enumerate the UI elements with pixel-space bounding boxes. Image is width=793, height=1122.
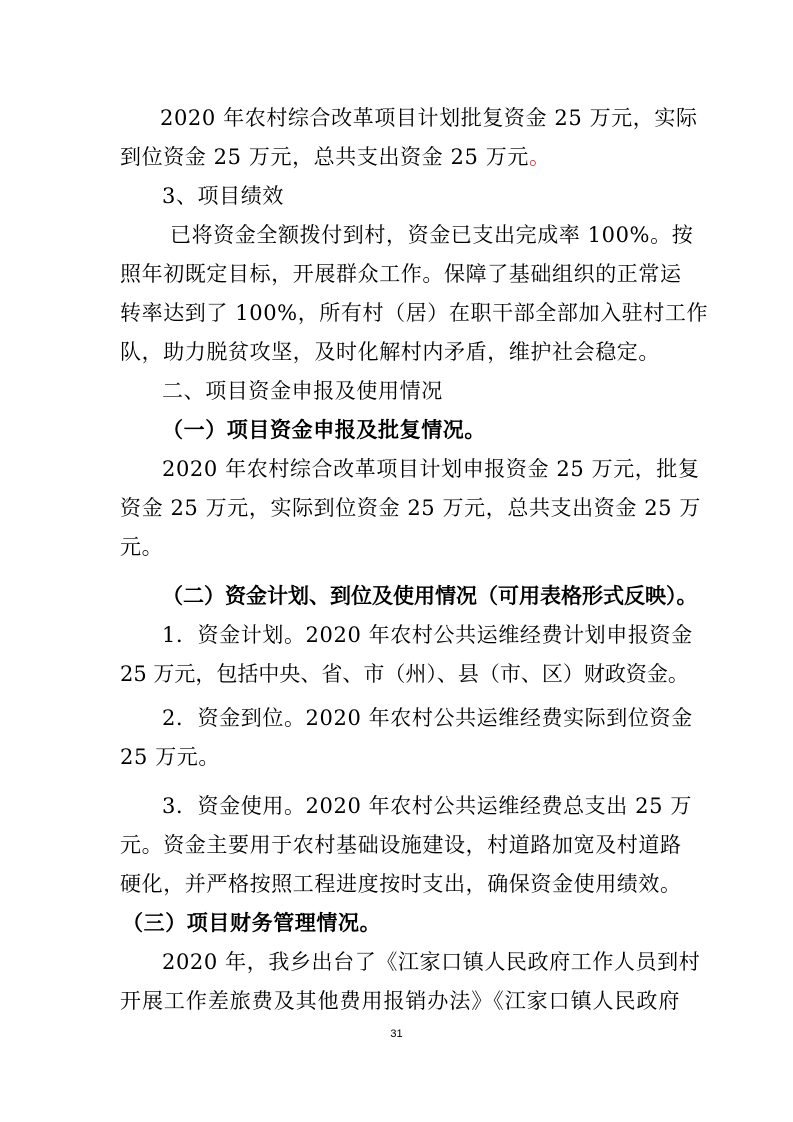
section-heading-2: 二、项目资金申报及使用情况 [162, 379, 443, 403]
paragraph-line-5: 照年初既定目标，开展群众工作。保障了基础组织的正常运 [120, 262, 682, 286]
paragraph-line-2 [120, 142, 680, 172]
subsection-heading-1: （一）项目资金申报及批复情况。 [162, 418, 486, 442]
paragraph-line-1: 2020 年农村综合改革项目计划批复资金 25 万元，实际 [160, 106, 698, 130]
subsection-heading-2: （二）资金计划、到位及使用情况（可用表格形式反映）。 [162, 584, 698, 608]
paragraph-line-6: 转率达到了 100%，所有村（居）在职干部全部加入驻村工作 [120, 301, 709, 325]
paragraph-line-20: 硬化，并严格按照工程进度按时支出，确保资金使用绩效。 [120, 872, 682, 896]
paragraph-line-17: 25 万元。 [120, 745, 220, 769]
paragraph-line-15: 25 万元，包括中央、省、市（州）、县（市、区）财政资金。 [120, 662, 689, 686]
section-heading-3: 3、项目绩效 [162, 184, 284, 208]
paragraph-line-2-text: 到位资金 25 万元，总共支出资金 25 万元 [120, 145, 529, 169]
paragraph-line-7: 队，助力脱贫攻坚，及时化解村内矛盾，维护社会稳定。 [120, 340, 660, 364]
paragraph-line-10: 2020 年农村综合改革项目计划申报资金 25 万元，批复 [162, 457, 700, 481]
paragraph-line-4: 已将资金全额拨付到村，资金已支出完成率 100%。按 [170, 223, 694, 247]
paragraph-line-11: 资金 25 万元，实际到位资金 25 万元，总共支出资金 25 万 [120, 496, 702, 520]
paragraph-line-22: 2020 年，我乡出台了《江家口镇人民政府工作人员到村 [162, 950, 701, 974]
paragraph-line-23: 开展工作差旅费及其他费用报销办法》《江家口镇人民政府 [120, 989, 680, 1013]
paragraph-line-12: 元。 [120, 535, 164, 559]
paragraph-line-14: 1．资金计划。2020 年农村公共运维经费计划申报资金 [162, 623, 693, 647]
paragraph-line-19: 元。资金主要用于农村基础设施建设，村道路加宽及村道路 [120, 833, 682, 857]
page-number: 31 [390, 1028, 403, 1040]
red-period-mark: 。 [528, 145, 551, 169]
paragraph-line-18: 3．资金使用。2020 年农村公共运维经费总支出 25 万 [162, 794, 692, 818]
subsection-heading-3: （三）项目财务管理情况。 [122, 911, 382, 935]
paragraph-line-16: 2．资金到位。2020 年农村公共运维经费实际到位资金 [162, 706, 693, 730]
